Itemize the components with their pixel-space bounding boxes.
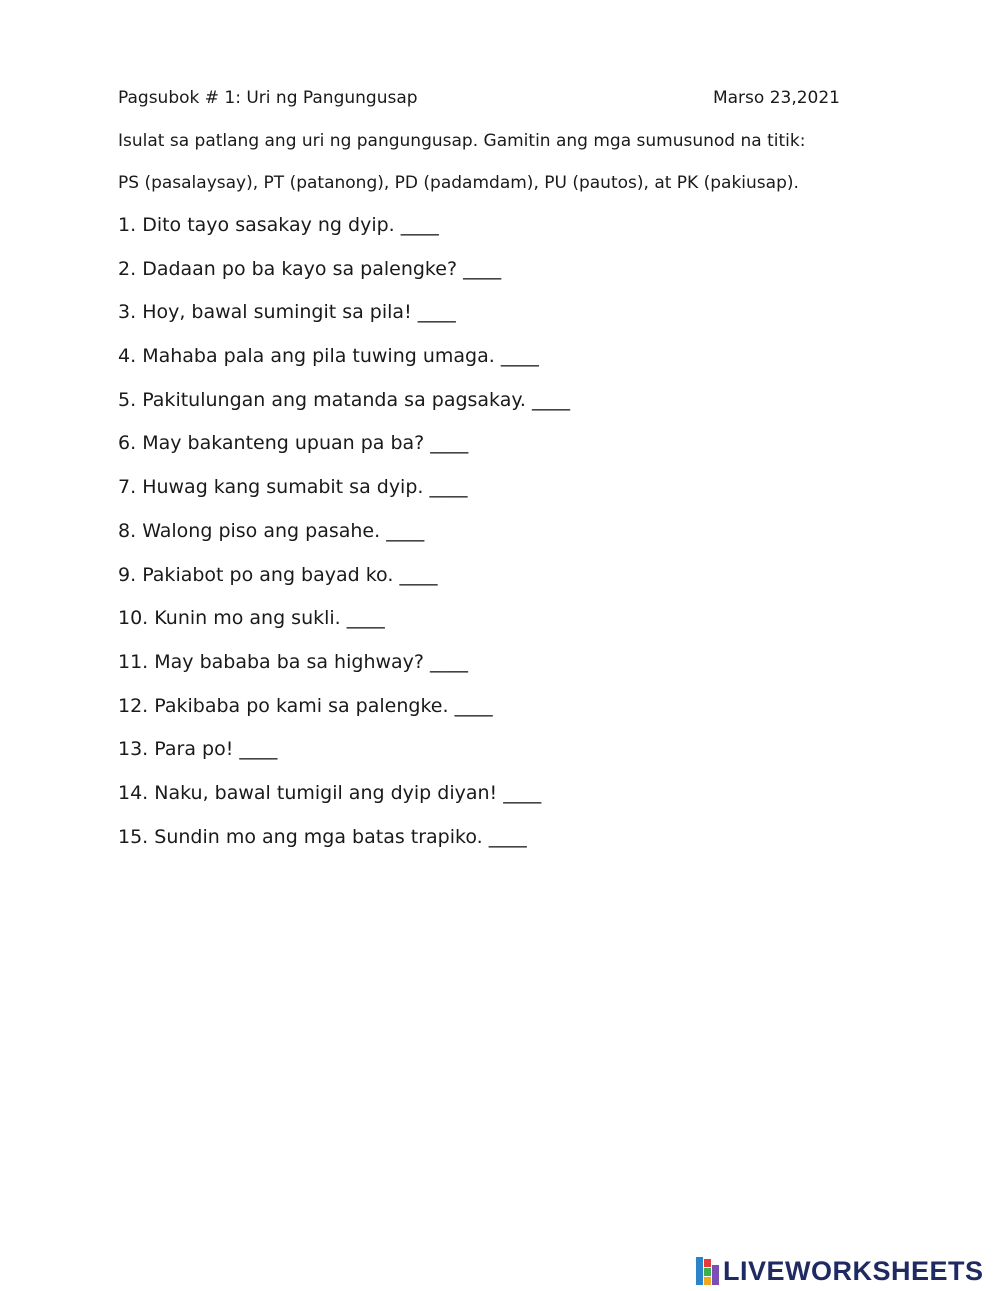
answer-blank[interactable]: ____: [386, 519, 425, 542]
question-item: [118, 212, 570, 256]
brand-wordmark: LIVEWORKSHEETS: [723, 1255, 984, 1286]
answer-blank[interactable]: ____: [454, 694, 493, 717]
question-sentence: Walong piso ang pasahe.: [142, 519, 381, 542]
question-item: [118, 299, 570, 343]
question-sentence: Para po!: [154, 738, 234, 761]
question-sentence: Kunin mo ang sukli.: [154, 607, 341, 630]
question-number: 14.: [118, 781, 149, 804]
question-item: [118, 605, 570, 649]
worksheet-title: Pagsubok # 1: Uri ng Pangungusap: [118, 88, 418, 108]
question-item: [118, 649, 570, 693]
question-sentence: Pakibaba po kami sa palengke.: [154, 694, 449, 717]
question-item: [118, 562, 570, 606]
question-number: 13.: [118, 738, 149, 761]
answer-blank[interactable]: ____: [430, 650, 469, 673]
question-sentence: Pakiabot po ang bayad ko.: [142, 563, 394, 586]
question-list: [118, 212, 570, 867]
question-item: [118, 736, 570, 780]
question-number: 10.: [118, 607, 149, 630]
answer-blank[interactable]: ____: [503, 781, 542, 804]
question-sentence: Naku, bawal tumigil ang dyip diyan!: [154, 781, 498, 804]
liveworksheets-logo-icon: [696, 1257, 720, 1285]
answer-blank[interactable]: ____: [532, 388, 570, 411]
question-item: [118, 430, 570, 474]
question-item: [118, 256, 570, 300]
question-item: [118, 474, 570, 518]
question-number: 9.: [118, 563, 137, 586]
liveworksheets-logo: [696, 1256, 984, 1286]
question-sentence: Huwag kang sumabit sa dyip.: [142, 476, 424, 499]
question-number: 8.: [118, 519, 137, 542]
answer-blank[interactable]: ____: [500, 345, 539, 368]
question-sentence: May bakanteng upuan pa ba?: [142, 432, 425, 455]
question-number: 4.: [118, 345, 137, 368]
question-item: [118, 343, 570, 387]
answer-blank[interactable]: ____: [463, 257, 502, 280]
answer-blank[interactable]: ____: [488, 825, 527, 848]
question-sentence: Pakitulungan ang matanda sa pagsakay.: [142, 388, 526, 411]
question-number: 12.: [118, 694, 149, 717]
answer-blank[interactable]: ____: [400, 214, 439, 236]
question-item: [118, 824, 570, 868]
answer-blank[interactable]: ____: [430, 432, 469, 455]
answer-blank[interactable]: ____: [346, 607, 385, 630]
question-sentence: Dito tayo sasakay ng dyip.: [142, 214, 395, 236]
question-item: [118, 518, 570, 562]
answer-blank[interactable]: ____: [399, 563, 438, 586]
question-item: [118, 693, 570, 737]
question-item: [118, 387, 570, 431]
question-sentence: Mahaba pala ang pila tuwing umaga.: [142, 345, 495, 368]
worksheet-header: [118, 88, 840, 112]
question-sentence: May bababa ba sa highway?: [154, 650, 424, 673]
worksheet-date: Marso 23,2021: [712, 88, 840, 108]
question-number: 15.: [118, 825, 149, 848]
question-number: 1.: [118, 214, 137, 236]
answer-code-legend: PS (pasalaysay), PT (patanong), PD (padamdam), PU (pautos), at PK (pakiusap).: [118, 173, 799, 193]
question-number: 11.: [118, 650, 149, 673]
question-sentence: Dadaan po ba kayo sa palengke?: [142, 257, 458, 280]
question-number: 5.: [118, 388, 137, 411]
question-item: [118, 780, 570, 824]
question-sentence: Sundin mo ang mga batas trapiko.: [154, 825, 483, 848]
question-number: 6.: [118, 432, 137, 455]
answer-blank[interactable]: ____: [429, 476, 468, 499]
answer-blank[interactable]: ____: [417, 301, 456, 324]
instruction-line: Isulat sa patlang ang uri ng pangungusap. Gamitin ang mga sumusunod na titik:: [118, 131, 806, 151]
question-sentence: Hoy, bawal sumingit sa pila!: [142, 301, 412, 324]
question-number: 3.: [118, 301, 137, 324]
question-number: 7.: [118, 476, 137, 499]
question-number: 2.: [118, 257, 137, 280]
answer-blank[interactable]: ____: [239, 738, 278, 761]
